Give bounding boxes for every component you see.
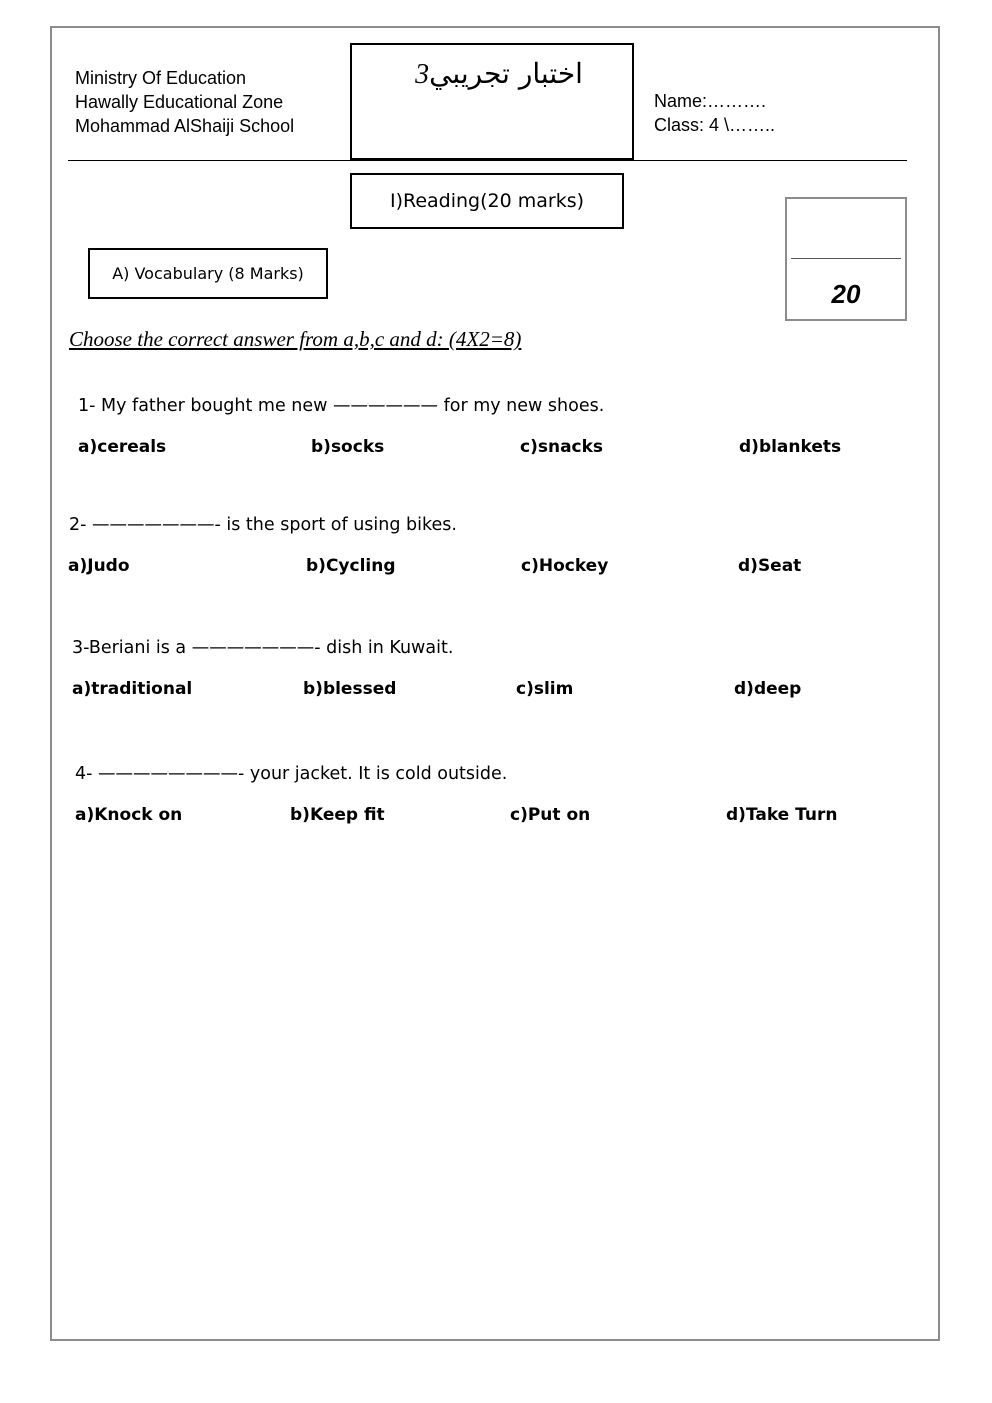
question-3-option-b[interactable]: b)blessed — [303, 679, 397, 699]
test-number: 3 — [415, 59, 430, 90]
subsection-title: A) Vocabulary (8 Marks) — [88, 248, 328, 299]
question-1-option-a[interactable]: a)cereals — [78, 437, 167, 457]
question-4-option-b[interactable]: b)Keep fit — [290, 805, 385, 825]
class-field: Class: 4 \…….. — [654, 115, 776, 135]
question-1-option-b[interactable]: b)socks — [311, 437, 385, 457]
question-4-option-d[interactable]: d)Take Turn — [726, 805, 838, 825]
question-3-option-c[interactable]: c)slim — [516, 679, 574, 699]
question-1-option-d[interactable]: d)blankets — [739, 437, 842, 457]
test-title-box — [350, 43, 634, 160]
question-2: 2- ———————- is the sport of using bikes. — [69, 515, 457, 535]
question-4: 4- ————————- your jacket. It is cold outside. — [75, 764, 508, 784]
question-4-option-a[interactable]: a)Knock on — [75, 805, 183, 825]
question-1: 1- My father bought me new —————— for my new shoes. — [78, 396, 605, 416]
question-4-option-c[interactable]: c)Put on — [510, 805, 591, 825]
instructions: Choose the correct answer from a,b,c and d: (4X2=8) — [69, 327, 522, 351]
question-2-option-c[interactable]: c)Hockey — [521, 556, 609, 576]
question-2-option-a[interactable]: a)Judo — [68, 556, 130, 576]
name-field: Name:………. — [654, 91, 767, 111]
zone-line: Hawally Educational Zone — [75, 92, 284, 112]
question-2-option-d[interactable]: d)Seat — [738, 556, 802, 576]
student-info — [654, 89, 775, 137]
question-1-option-c[interactable]: c)snacks — [520, 437, 604, 457]
score-total: 20 — [831, 279, 861, 309]
question-3-option-a[interactable]: a)traditional — [72, 679, 193, 699]
score-divider — [791, 258, 901, 259]
ministry-line: Ministry Of Education — [75, 68, 247, 88]
test-title — [352, 57, 632, 91]
school-line: Mohammad AlShaiji School — [75, 116, 295, 136]
question-3: 3-Beriani is a ———————- dish in Kuwait. — [72, 638, 454, 658]
question-3-option-d[interactable]: d)deep — [734, 679, 802, 699]
header-divider — [68, 160, 907, 161]
test-title-arabic: اختبار تجريبي — [429, 57, 583, 90]
question-2-option-b[interactable]: b)Cycling — [306, 556, 396, 576]
school-info — [75, 66, 294, 138]
score-box — [785, 197, 907, 321]
section-title: I)Reading(20 marks) — [350, 173, 624, 229]
